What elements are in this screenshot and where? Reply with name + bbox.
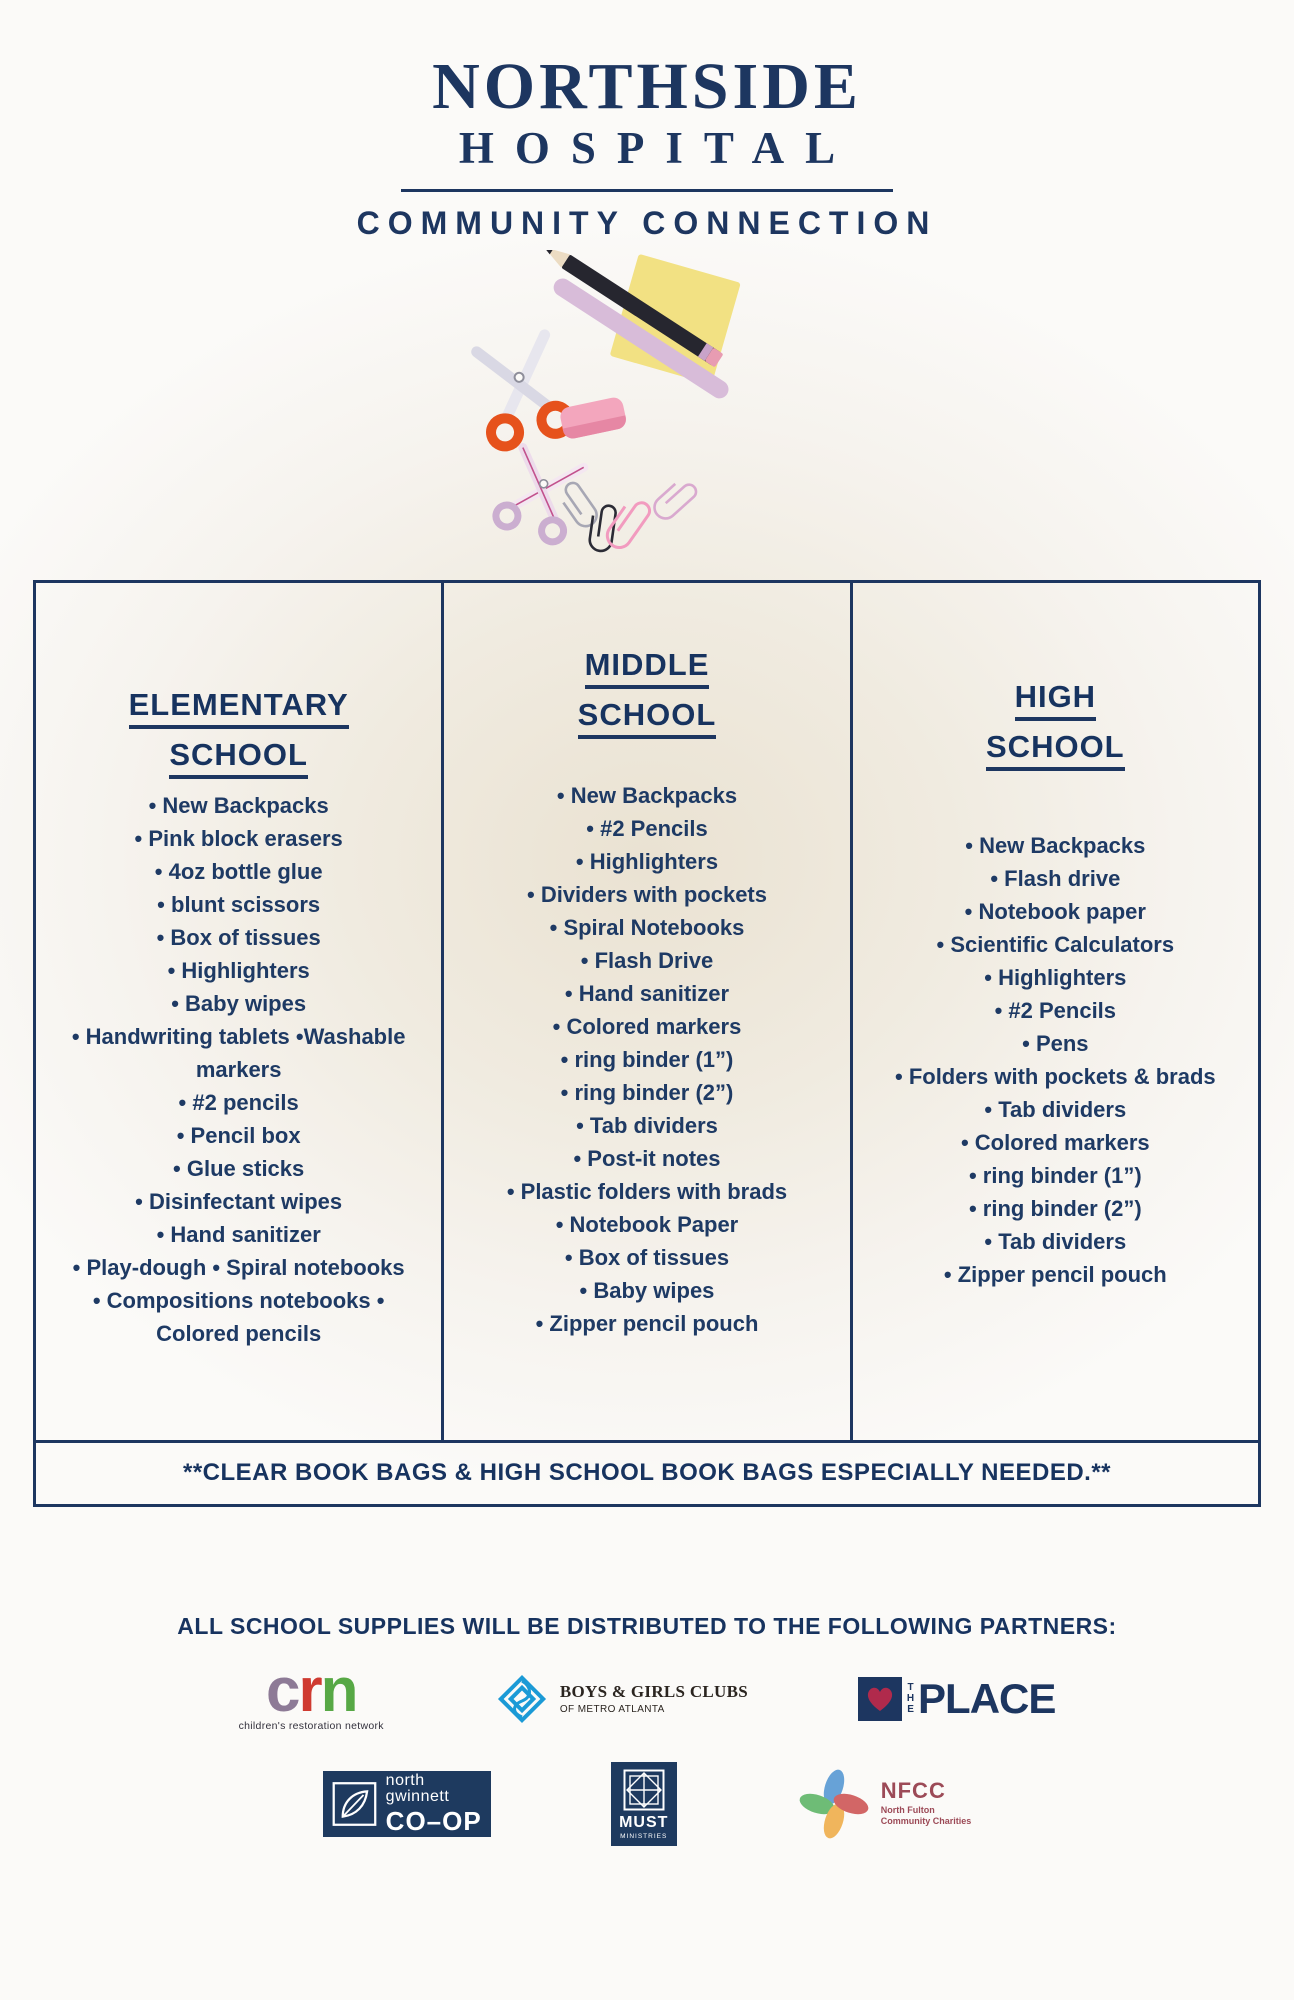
partner-logo-crn xyxy=(238,1655,384,1733)
supplies-table xyxy=(33,580,1261,1507)
supply-item: • Tab dividers xyxy=(869,1093,1242,1126)
supply-item: • ring binder (1”) xyxy=(460,1043,833,1076)
supply-item: • Compositions notebooks • Colored pencils xyxy=(52,1284,425,1350)
partners-heading: ALL SCHOOL SUPPLIES WILL BE DISTRIBUTED TO THE FOLLOWING PARTNERS: xyxy=(177,1612,1117,1639)
supply-item: • Box of tissues xyxy=(52,921,425,954)
supply-item: • Dividers with pockets xyxy=(460,878,833,911)
column-elementary-school xyxy=(36,583,441,1440)
partners-section xyxy=(0,1613,1294,1847)
supply-item: • Pens xyxy=(869,1027,1242,1060)
must-quilt-icon xyxy=(623,1769,665,1811)
supply-item: • ring binder (1”) xyxy=(869,1159,1242,1192)
supply-item: • Plastic folders with brads xyxy=(460,1175,833,1208)
header xyxy=(0,0,1294,242)
partner-logo-nfcc xyxy=(797,1767,972,1841)
supply-item: • Highlighters xyxy=(52,954,425,987)
clear-bookbags-notice: **CLEAR BOOK BAGS & HIGH SCHOOL BOOK BAGS ESPECIALLY NEEDED.** xyxy=(36,1440,1258,1504)
community-connection-tagline: COMMUNITY CONNECTION xyxy=(356,204,938,241)
bgc-wordmark xyxy=(560,1682,748,1715)
supply-item: • Box of tissues xyxy=(460,1241,833,1274)
title-line: HIGH xyxy=(1015,681,1097,721)
supply-item: • Hand sanitizer xyxy=(52,1218,425,1251)
supply-item: • Disinfectant wipes xyxy=(52,1185,425,1218)
nfcc-hands-icon xyxy=(797,1767,871,1841)
supply-item: • Post-it notes xyxy=(460,1142,833,1175)
nfcc-subname xyxy=(881,1805,972,1828)
supply-item: • Highlighters xyxy=(460,845,833,878)
supply-item: • 4oz bottle glue xyxy=(52,855,425,888)
supply-item: • Baby wipes xyxy=(52,987,425,1020)
must-subname: MINISTRIES xyxy=(620,1832,668,1840)
supply-item: • Flash drive xyxy=(869,862,1242,895)
scissors-icon xyxy=(471,333,573,448)
supply-item: • Pink block erasers xyxy=(52,822,425,855)
supply-item: • blunt scissors xyxy=(52,888,425,921)
supply-item: • New Backpacks xyxy=(460,779,833,812)
supply-item: • Colored markers xyxy=(869,1126,1242,1159)
nfcc-sub-line1: North Fulton xyxy=(880,1804,935,1815)
supply-item: • Spiral Notebooks xyxy=(460,911,833,944)
bgc-subname: OF METRO ATLANTA xyxy=(559,1704,665,1716)
supply-item: • Highlighters xyxy=(869,961,1242,994)
pink-scissors-icon xyxy=(493,446,585,545)
supply-item: • Tab dividers xyxy=(869,1225,1242,1258)
middle-supply-list xyxy=(460,779,833,1340)
partner-logo-row-1 xyxy=(0,1655,1294,1733)
partner-logo-boys-girls-clubs xyxy=(494,1671,748,1727)
supply-item: • Scientific Calculators xyxy=(869,928,1242,961)
supplies-clipart xyxy=(429,250,809,580)
bgc-name: BOYS & GIRLS CLUBS xyxy=(559,1682,749,1702)
title-line: SCHOOL xyxy=(986,731,1125,771)
partner-logo-north-gwinnett-coop xyxy=(323,1771,491,1837)
supply-item: • Colored markers xyxy=(460,1010,833,1043)
supply-item: • Notebook Paper xyxy=(460,1208,833,1241)
title-line: SCHOOL xyxy=(169,739,308,779)
crn-letter-c: c xyxy=(265,1655,299,1725)
school-supplies-illustration xyxy=(429,250,809,580)
supply-item: • Tab dividers xyxy=(460,1109,833,1142)
supply-item: • Hand sanitizer xyxy=(460,977,833,1010)
place-the-label: THE xyxy=(905,1682,917,1716)
bgc-hands-icon xyxy=(494,1671,550,1727)
title-line: SCHOOL xyxy=(578,699,717,739)
supply-item: • #2 pencils xyxy=(52,1086,425,1119)
high-supply-list xyxy=(869,829,1242,1291)
elementary-supply-list xyxy=(52,789,425,1350)
supply-item: • Handwriting tablets •Washable markers xyxy=(52,1020,425,1086)
supply-item: • New Backpacks xyxy=(869,829,1242,862)
supply-item: • Notebook paper xyxy=(869,895,1242,928)
northside-wordmark: NORTHSIDE xyxy=(432,50,862,123)
partner-logo-row-2 xyxy=(0,1762,1294,1847)
supply-item: • ring binder (2”) xyxy=(869,1192,1242,1225)
supply-item: • Zipper pencil pouch xyxy=(869,1258,1242,1291)
supply-item: • Glue sticks xyxy=(52,1152,425,1185)
middle-school-title xyxy=(460,646,833,739)
crn-letter-r: r xyxy=(298,1655,321,1725)
hospital-wordmark: HOSPITAL xyxy=(458,123,857,173)
nfcc-name: NFCC xyxy=(880,1777,946,1803)
elementary-school-title xyxy=(52,686,425,779)
supply-item: • Zipper pencil pouch xyxy=(460,1307,833,1340)
nfcc-sub-line2: Community Charities xyxy=(880,1816,972,1827)
supply-item: • Folders with pockets & brads xyxy=(869,1060,1242,1093)
place-wordmark: PLACE xyxy=(918,1674,1056,1722)
supply-item: • ring binder (2”) xyxy=(460,1076,833,1109)
partner-logo-the-place xyxy=(858,1674,1056,1722)
nfcc-wordmark xyxy=(880,1777,972,1828)
supply-item: • Baby wipes xyxy=(460,1274,833,1307)
title-line: ELEMENTARY xyxy=(129,689,349,729)
must-wordmark: MUST xyxy=(619,1813,669,1831)
coop-wordmark xyxy=(385,1772,483,1837)
supply-item: • Pencil box xyxy=(52,1119,425,1152)
coop-name-line1: north gwinnett xyxy=(385,1772,450,1806)
crn-tagline: children's restoration network xyxy=(238,1720,384,1733)
supply-item: • #2 Pencils xyxy=(460,812,833,845)
high-school-title xyxy=(869,678,1242,771)
supplies-columns xyxy=(36,583,1258,1440)
coop-leaf-icon xyxy=(331,1778,378,1830)
crn-letter-n: n xyxy=(320,1655,357,1725)
paperclip-icon xyxy=(650,475,699,522)
paperclip-icon xyxy=(603,495,653,552)
crn-wordmark xyxy=(265,1655,357,1725)
title-line: MIDDLE xyxy=(585,649,710,689)
supply-item: • #2 Pencils xyxy=(869,994,1242,1027)
column-high-school xyxy=(850,583,1258,1440)
column-middle-school xyxy=(441,583,849,1440)
place-heart-icon xyxy=(858,1677,902,1721)
header-divider xyxy=(401,189,893,192)
supply-item: • New Backpacks xyxy=(52,789,425,822)
eraser-icon xyxy=(559,395,628,440)
partner-logo-must-ministries xyxy=(611,1762,677,1847)
supply-item: • Play-dough • Spiral notebooks xyxy=(52,1251,425,1284)
coop-name-line2: CO–OP xyxy=(385,1806,482,1837)
supply-item: • Flash Drive xyxy=(460,944,833,977)
